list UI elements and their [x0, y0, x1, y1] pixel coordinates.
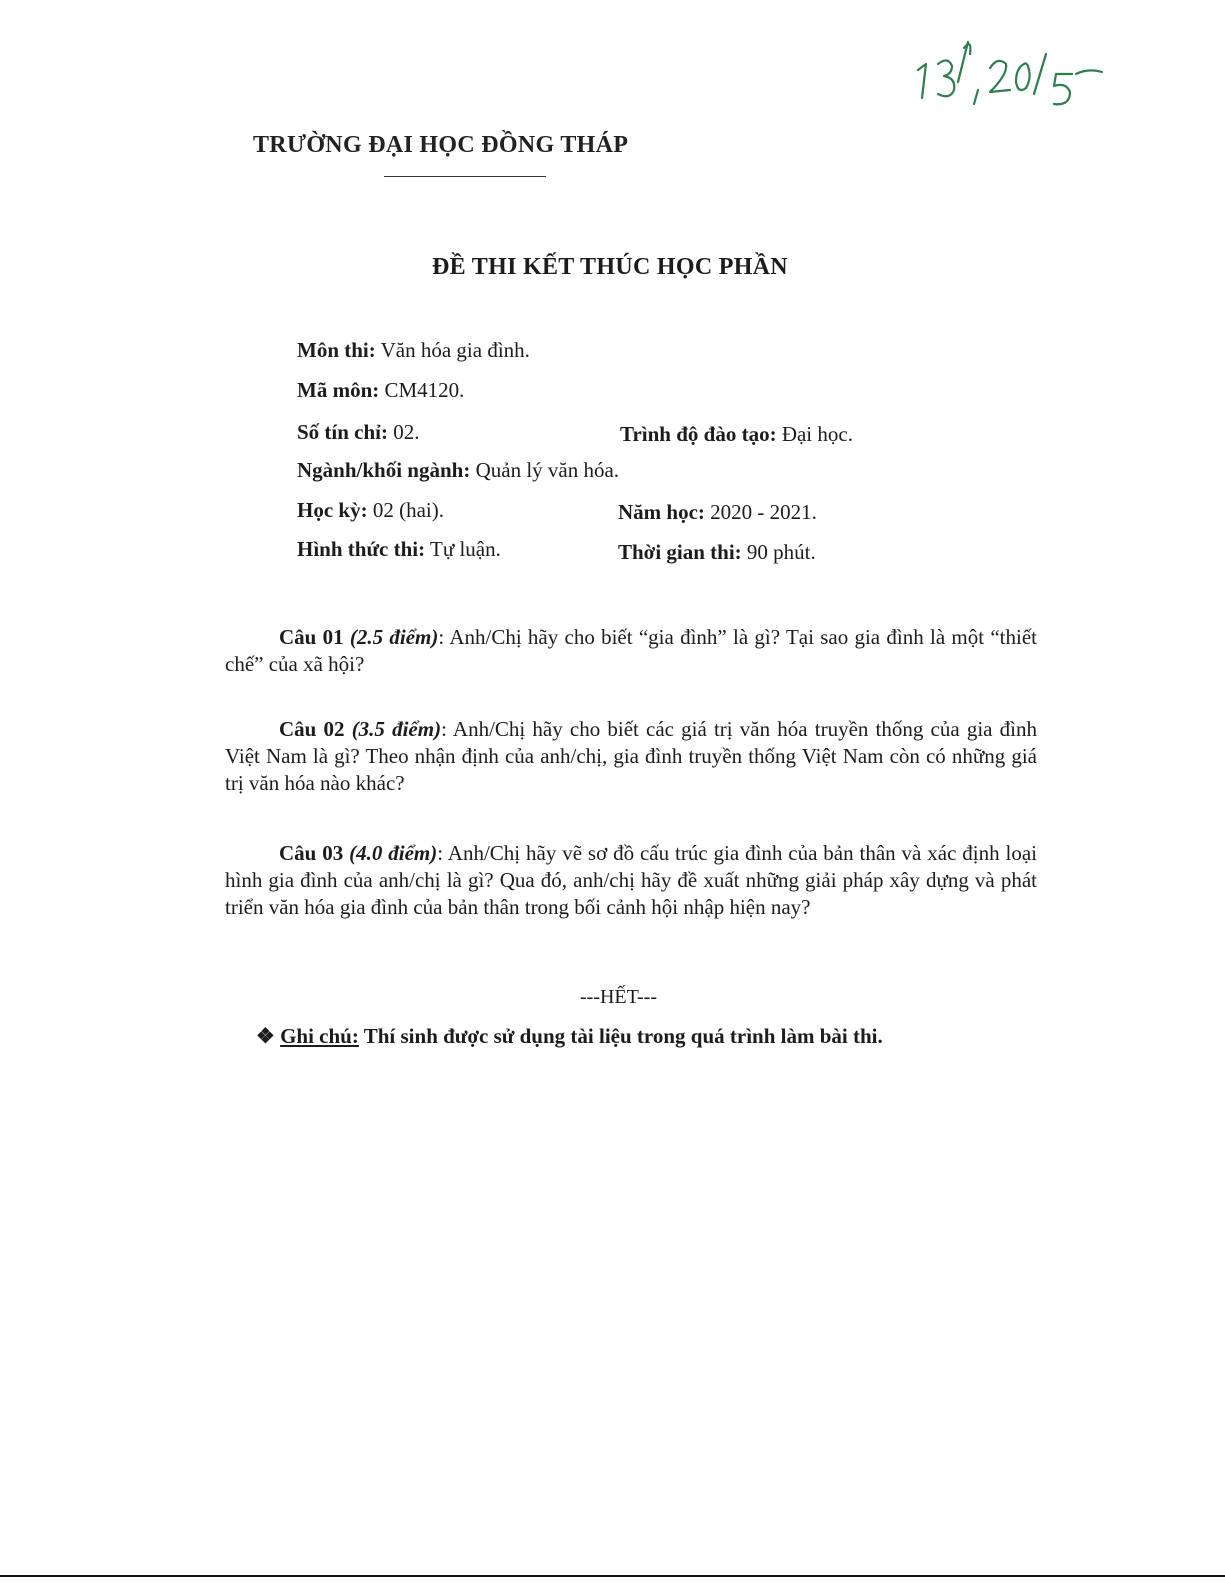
- note-bullet-icon: ❖: [256, 1024, 275, 1048]
- subject-row: [297, 338, 530, 363]
- handwritten-note: [908, 28, 1118, 123]
- note: [256, 1024, 883, 1049]
- course-code-value: CM4120.: [384, 378, 465, 402]
- exam-form-row: [297, 537, 501, 562]
- end-mark: ---HẾT---: [580, 986, 658, 1008]
- exam-form-label: Hình thức thi:: [297, 537, 426, 561]
- question-number: Câu 03: [279, 841, 344, 865]
- school-year-row: [618, 500, 817, 525]
- major-value: Quản lý văn hóa.: [475, 458, 620, 482]
- major-row: [297, 458, 619, 483]
- question-text: : Anh/Chị hãy vẽ sơ đồ cấu trúc gia đình của bản thân và xác định loại hình gia đình của anh/chị là gì? Qua đó, anh/chị hãy đề xuất những giải pháp xây dựng và phát triển văn hóa gia đình của bản thân trong bối cảnh hội nhập hiện nay?: [225, 841, 1037, 919]
- note-text: Thí sinh được sử dụng tài liệu trong quá trình làm bài thi.: [363, 1024, 883, 1048]
- credits-label: Số tín chỉ:: [297, 420, 389, 444]
- question-points: (2.5 điểm): [349, 625, 439, 649]
- bottom-border: [0, 1575, 1225, 1577]
- question-3: [225, 840, 1037, 921]
- major-label: Ngành/khối ngành:: [297, 458, 471, 482]
- semester-value: 02 (hai).: [372, 498, 444, 522]
- school-year-value: 2020 - 2021.: [710, 500, 817, 524]
- note-label: Ghi chú:: [280, 1024, 359, 1048]
- question-points: (4.0 điểm): [349, 841, 438, 865]
- exam-form-value: Tự luận.: [430, 537, 501, 561]
- question-text: : Anh/Chị hãy cho biết các giá trị văn hóa truyền thống của gia đình Việt Nam là gì? Theo nhận định của anh/chị, gia đình truyền thống Việt Nam còn có những giá trị văn hóa nào khác?: [225, 717, 1038, 795]
- credits-value: 02.: [393, 420, 420, 444]
- school-name: TRƯỜNG ĐẠI HỌC ĐỒNG THÁP: [253, 132, 629, 158]
- credits-row: [297, 420, 420, 445]
- training-level-value: Đại học.: [781, 422, 853, 446]
- exam-duration-row: [618, 540, 816, 565]
- question-points: (3.5 điểm): [351, 717, 442, 741]
- school-year-label: Năm học:: [618, 500, 705, 524]
- question-number: Câu 02: [279, 717, 345, 741]
- course-code-label: Mã môn:: [297, 378, 380, 402]
- semester-row: [297, 498, 444, 523]
- question-1: [225, 624, 1037, 678]
- training-level-label: Trình độ đào tạo:: [620, 422, 777, 446]
- course-code-row: [297, 378, 464, 403]
- subject-value: Văn hóa gia đình.: [380, 338, 530, 362]
- question-number: Câu 01: [279, 625, 344, 649]
- exam-duration-label: Thời gian thi:: [618, 540, 742, 564]
- question-2: [225, 716, 1037, 797]
- exam-duration-value: 90 phút.: [746, 540, 816, 564]
- exam-title: ĐỀ THI KẾT THÚC HỌC PHẦN: [432, 254, 788, 280]
- school-name-underline: [384, 176, 546, 177]
- subject-label: Môn thi:: [297, 338, 376, 362]
- training-level-row: [620, 422, 853, 447]
- question-text: : Anh/Chị hãy cho biết “gia đình” là gì? Tại sao gia đình là một “thiết chế” của xã hội?: [225, 625, 1037, 676]
- semester-label: Học kỳ:: [297, 498, 368, 522]
